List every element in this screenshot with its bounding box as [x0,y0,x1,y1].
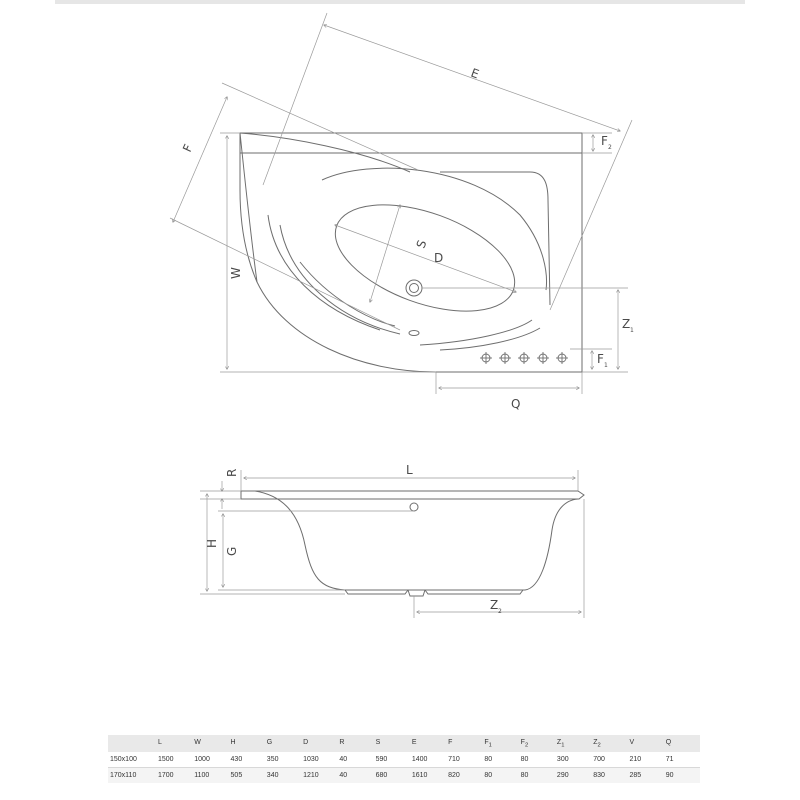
table-cell-size: 150x100 [108,752,156,768]
label-F1: F [597,352,604,366]
label-E: E [468,65,481,82]
table-header-cell: G [265,735,301,752]
table-cell: 80 [482,768,518,784]
table-header-cell: W [192,735,228,752]
top-view [240,133,582,372]
table-cell: 590 [374,752,410,768]
valve-icon [537,352,549,364]
dimensions-table [108,735,700,783]
table-header-cell: $Z_2$ [591,735,627,752]
table-cell: 505 [229,768,265,784]
valve-icon [518,352,530,364]
side-view-dimensions [200,470,584,618]
drain-side-icon [410,503,418,511]
table-cell: 680 [374,768,410,784]
table-cell: 340 [265,768,301,784]
valve-icon [556,352,568,364]
table-header-cell: F [446,735,482,752]
table-cell: 1700 [156,768,192,784]
table-cell: 820 [446,768,482,784]
table-header-cell: $F_1$ [482,735,518,752]
table-header-cell: D [301,735,337,752]
table-cell: 80 [482,752,518,768]
label-S: S [413,238,430,251]
table-cell: 1210 [301,768,337,784]
table-header-cell [108,735,156,752]
table-header-cell: R [337,735,373,752]
label-H: H [205,538,219,548]
table-cell: 80 [519,752,555,768]
table-cell-size: 170x110 [108,768,156,784]
table-cell: 1610 [410,768,446,784]
tub-outline [240,133,582,372]
table-header-cell: $Z_1$ [555,735,591,752]
label-R: R [225,468,239,477]
label-Q: Q [511,397,521,411]
tub-side-outline [241,491,584,499]
table-cell: 90 [664,768,700,784]
table-cell: 40 [337,768,373,784]
table-cell: 210 [627,752,663,768]
table-header-cell: L [156,735,192,752]
table-cell: 350 [265,752,301,768]
table-header-cell: V [627,735,663,752]
side-view [241,491,584,596]
table-cell: 830 [591,768,627,784]
label-Z1: Z [622,317,631,331]
top-view-dimensions [170,13,632,394]
label-F2-subscript: 2 [608,144,612,151]
table-cell: 285 [627,768,663,784]
label-L: L [406,463,413,477]
table-cell: 1500 [156,752,192,768]
table-header-cell: S [374,735,410,752]
table-cell: 80 [519,768,555,784]
label-D: D [434,251,444,265]
table-cell: 300 [555,752,591,768]
table-cell: 1000 [192,752,228,768]
table-row [108,752,700,768]
label-G: G [225,546,239,556]
table-cell: 710 [446,752,482,768]
label-F1-subscript: 1 [604,362,608,369]
table-header-cell: $F_2$ [519,735,555,752]
table-cell: 290 [555,768,591,784]
label-F2: F [601,134,608,148]
drain-icon [406,280,422,296]
table-cell: 1400 [410,752,446,768]
label-Z1-subscript: 1 [630,327,634,334]
table-header-row [108,735,700,752]
valve-icon [499,352,511,364]
label-F: F [180,142,196,155]
overflow-icon [409,331,419,336]
table-cell: 40 [337,752,373,768]
table-cell: 71 [664,752,700,768]
table-cell: 1030 [301,752,337,768]
label-W: W [229,267,243,279]
table-cell: 700 [591,752,627,768]
label-Z2: Z [490,598,499,612]
table-header-cell: H [229,735,265,752]
table-cell: 1100 [192,768,228,784]
table-row [108,768,700,784]
valve-icon [480,352,492,364]
table-cell: 430 [229,752,265,768]
valve-row [480,352,568,364]
table-header-cell: Q [664,735,700,752]
table-header-cell: E [410,735,446,752]
label-Z2-subscript: 2 [498,608,502,615]
